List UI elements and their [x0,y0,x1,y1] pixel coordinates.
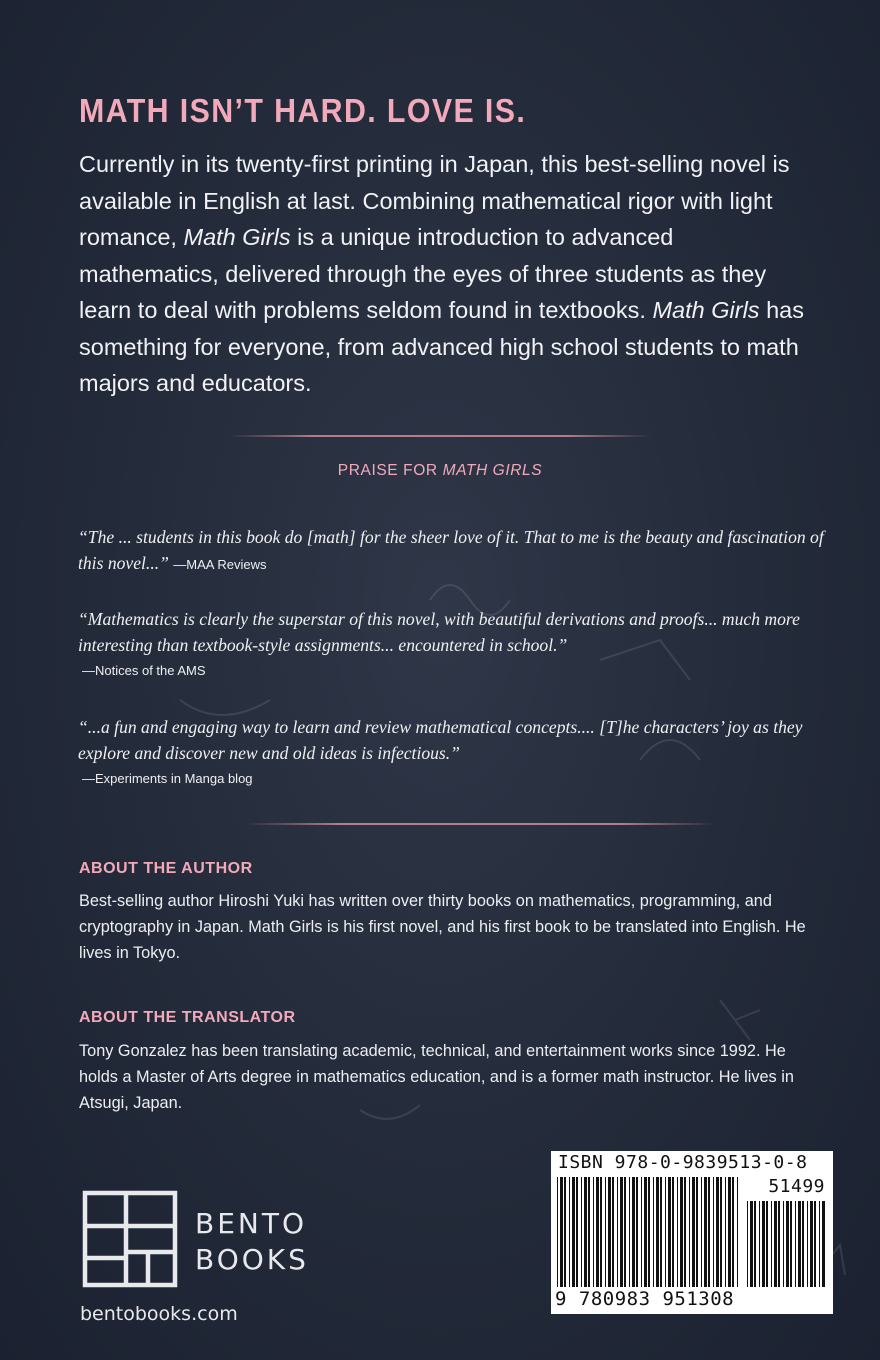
publisher-name [195,1206,309,1278]
publisher-name-line-2: BOOKS [195,1243,309,1276]
divider-top [230,435,650,437]
praise-quote-2 [78,606,838,684]
price-code: 51499 [768,1176,825,1197]
publisher-url: bentobooks.com [80,1303,238,1325]
praise-heading-title: MATH GIRLS [442,462,543,479]
divider-bottom [245,823,715,825]
quote-2-source: —Notices of the AMS [82,663,206,678]
praise-quote-3 [78,714,838,792]
quote-1-text: “The ... students in this book do [math] for the sheer love of it. That to me is the beauty and fascination of this novel...” [78,527,824,573]
isbn-barcode [551,1151,833,1314]
praise-quote-1 [78,524,838,578]
about-translator-text: Tony Gonzalez has been translating academic, technical, and entertainment works since 1992. He holds a Master of Arts degree in mathematics education, and is a former math instructor. He lives in Atsugi, Japan. [79,1042,794,1112]
book-blurb [79,146,819,402]
isbn-number: ISBN 978-0-9839513-0-8 [558,1152,808,1173]
praise-heading-prefix: PRAISE FOR [337,462,443,479]
blurb-part-3: has something for everyone, from advanced high school students to math majors and educators. [79,297,804,396]
praise-heading [0,462,880,480]
blurb-title-2: Math Girls [652,297,760,323]
quote-2-text: “Mathematics is clearly the superstar of this novel, with beautiful derivations and proofs... much more interesting than textbook-style assignments... encountered in school.” [78,609,800,655]
blurb-part-2: is a unique introduction to advanced mathematics, delivered through the eyes of three students as they learn to deal with problems seldom found in textbooks. [79,224,767,323]
headline: MATH ISN’T HARD. LOVE IS. [79,92,527,129]
about-translator-heading: ABOUT THE TRANSLATOR [79,1009,296,1026]
bento-books-logo-icon [82,1190,178,1288]
quote-3-text: “...a fun and engaging way to learn and review mathematical concepts.... [T]he characters’ joy as they explore and discover new and old ideas is infectious.” [78,717,803,763]
publisher-name-line-1: BENTO [195,1207,307,1240]
quote-3-source: —Experiments in Manga blog [82,771,253,786]
about-author-text: Best-selling author Hiroshi Yuki has written over thirty books on mathematics, programming, and cryptography in Japan. Math Girls is his first novel, and his first book to be translated into English. He lives in Tokyo. [79,892,806,962]
quote-1-source: —MAA Reviews [173,557,267,572]
blurb-part-1: Currently in its twenty-first printing in Japan, this best-selling novel is available in English at last. Combining mathematical rigor with light romance, [79,151,790,250]
blurb-title-1: Math Girls [183,224,291,250]
about-author-heading: ABOUT THE AUTHOR [79,860,253,877]
ean-number: 9 780983 951308 [555,1288,735,1310]
